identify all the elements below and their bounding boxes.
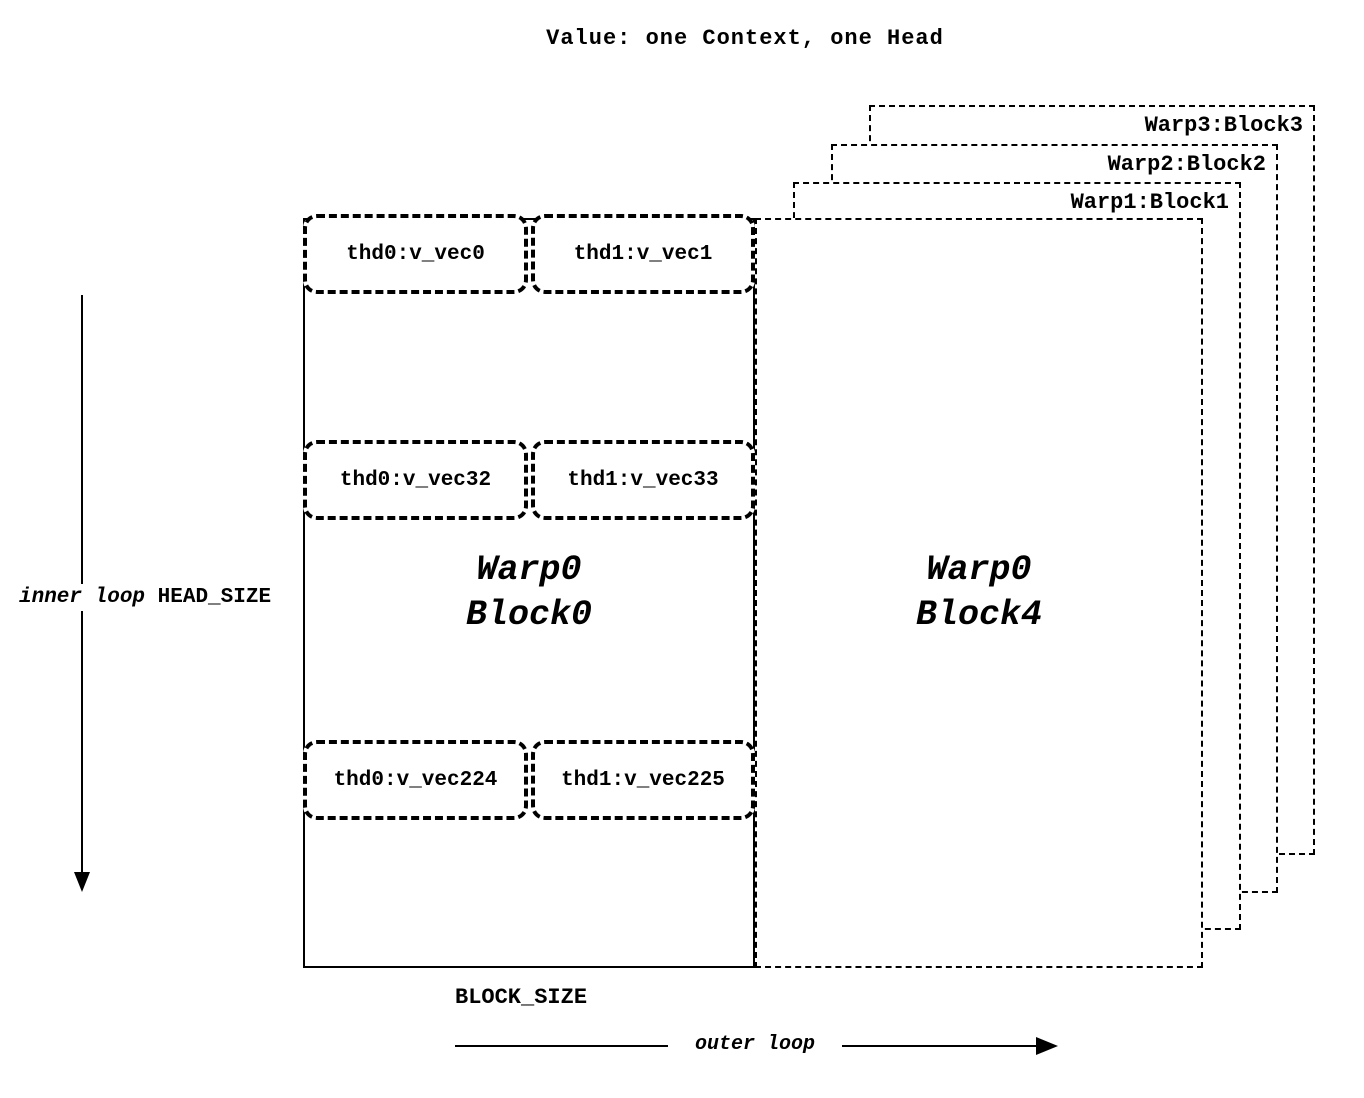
warp0-block4-sheet bbox=[755, 218, 1203, 968]
thd0-v-vec32-cell: thd0:v_vec32 bbox=[303, 440, 528, 520]
warp0-block4-title bbox=[757, 220, 1201, 966]
head-size-text: HEAD_SIZE bbox=[157, 586, 272, 609]
inner-loop-arrowhead-icon bbox=[74, 872, 90, 892]
warp0-block4-line2: Block4 bbox=[915, 595, 1043, 635]
thd1-v-vec225-cell: thd1:v_vec225 bbox=[531, 740, 755, 820]
outer-loop-arrowhead-icon bbox=[1036, 1037, 1058, 1055]
warp0-block0-line2: Block0 bbox=[465, 595, 593, 635]
outer-loop-axis-label: outer loop bbox=[668, 1031, 842, 1058]
warp0-block4-line1: Warp0 bbox=[926, 549, 1032, 590]
thd0-v-vec224-cell: thd0:v_vec224 bbox=[303, 740, 528, 820]
warp2-block2-label: Warp2:Block2 bbox=[1107, 152, 1266, 177]
inner-loop-text: inner loop bbox=[19, 586, 146, 609]
warp3-block3-label: Warp3:Block3 bbox=[1144, 113, 1303, 138]
thd0-v-vec0-cell: thd0:v_vec0 bbox=[303, 214, 528, 294]
block-size-label: BLOCK_SIZE bbox=[452, 983, 590, 1012]
warp0-block0-line1: Warp0 bbox=[476, 549, 582, 590]
thd1-v-vec33-cell: thd1:v_vec33 bbox=[531, 440, 755, 520]
thd1-v-vec1-cell: thd1:v_vec1 bbox=[531, 214, 755, 294]
diagram-title: Value: one Context, one Head bbox=[546, 26, 944, 51]
warp0-block0-title bbox=[305, 220, 753, 966]
warp0-block0-rect bbox=[303, 218, 755, 968]
warp1-block1-label: Warp1:Block1 bbox=[1070, 190, 1229, 215]
inner-loop-axis-label bbox=[16, 584, 274, 611]
